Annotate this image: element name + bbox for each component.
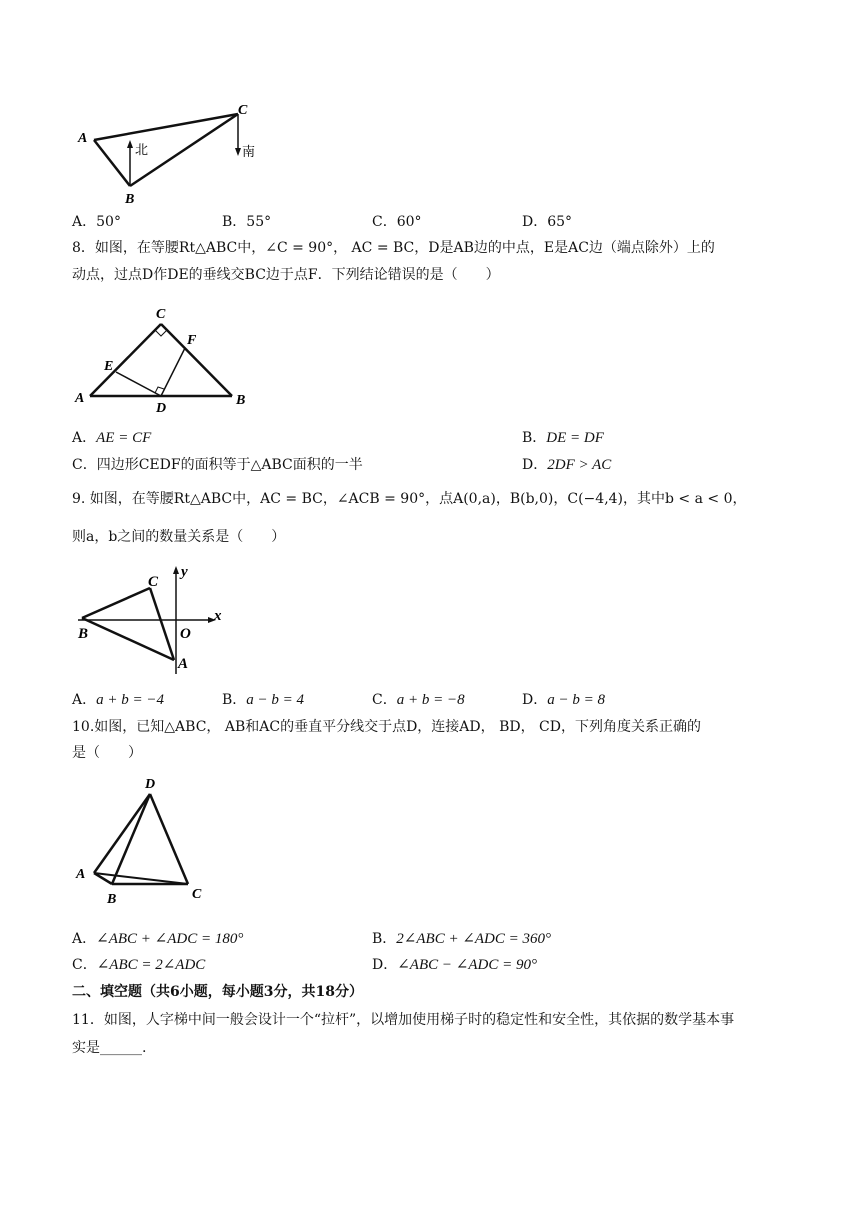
q8-option-a-text: AE = CF xyxy=(96,430,152,446)
q9-option-a-text: a + b = −4 xyxy=(96,692,164,708)
q8-option-b-text: DE = DF xyxy=(546,430,604,446)
q7-label-b: B xyxy=(125,192,135,207)
q9-label-o: O xyxy=(180,626,191,642)
q10-option-b: B．2∠ABC + ∠ADC = 360° xyxy=(372,931,552,947)
q10-figure xyxy=(70,770,220,912)
q10-option-d-text: ∠ABC − ∠ADC = 90° xyxy=(397,957,537,973)
q9-label-y: y xyxy=(181,564,188,580)
q10-label-d: D xyxy=(145,777,156,792)
q9-option-a: A．a + b = −4 xyxy=(72,692,164,708)
q8-stem-line1: 8．如图，在等腰Rt△ABC中，∠C = 90°， AC = BC，D是AB边的中点，E是AC边（端点除外）上的 xyxy=(72,240,715,256)
q8-option-d-text: 2DF > AC xyxy=(547,457,612,473)
q9-stem-line1: 9. 如图，在等腰Rt△ABC中，AC = BC，∠ACB = 90°，点A(0,a)，B(b,0)，C(−4,4)，其中b < a < 0， xyxy=(72,491,747,507)
q8-label-f: F xyxy=(187,333,197,348)
q8-option-c: C．四边形CEDF的面积等于△ABC面积的一半 xyxy=(72,457,363,473)
q9-label-b: B xyxy=(78,626,89,642)
q9-option-d: D．a − b = 8 xyxy=(522,692,605,708)
q8-label-b: B xyxy=(236,393,246,408)
q10-option-c: C．∠ABC = 2∠ADC xyxy=(72,957,206,973)
q7-option-d-text: 65° xyxy=(547,214,573,230)
q7-figure xyxy=(70,100,270,212)
q9-label-a: A xyxy=(178,656,189,672)
q8-label-c: C xyxy=(156,307,166,322)
q9-figure xyxy=(70,560,230,678)
q10-label-a: A xyxy=(76,867,86,882)
q7-option-a-text: 50° xyxy=(96,214,121,230)
q8-option-d: D．2DF > AC xyxy=(522,457,612,473)
q7-label-c: C xyxy=(238,103,248,118)
q10-option-a-text: ∠ABC + ∠ADC = 180° xyxy=(96,931,244,947)
q7-label-a: A xyxy=(78,131,88,146)
q9-stem-line2: 则a，b之间的数量关系是（ ） xyxy=(72,529,286,545)
q9-option-c: C．a + b = −8 xyxy=(372,692,465,708)
q8-label-a: A xyxy=(75,391,85,406)
q11-stem-line1: 11．如图，人字梯中间一般会设计一个“拉杆”，以增加使用梯子时的稳定性和安全性，其依据的数学基本事 xyxy=(72,1012,735,1028)
q8-option-c-text: 四边形CEDF的面积等于△ABC面积的一半 xyxy=(96,457,363,473)
q8-label-e: E xyxy=(104,359,114,374)
q9-label-c: C xyxy=(148,574,159,590)
q7-option-b-text: 55° xyxy=(246,214,272,230)
q7-option-a: A．50° xyxy=(72,214,121,230)
q8-option-a: A．AE = CF xyxy=(72,430,152,446)
q7-option-c-text: 60° xyxy=(396,214,422,230)
q8-option-b: B．DE = DF xyxy=(522,430,604,446)
q9-option-c-text: a + b = −8 xyxy=(396,692,465,708)
q10-option-c-text: ∠ABC = 2∠ADC xyxy=(96,957,206,973)
q7-option-d: D．65° xyxy=(522,214,573,230)
q8-figure xyxy=(70,302,260,414)
q10-option-a: A．∠ABC + ∠ADC = 180° xyxy=(72,931,244,947)
q7-north-label: 北 xyxy=(135,143,149,158)
q7-south-label: 南 xyxy=(242,145,256,160)
q10-option-d: D．∠ABC − ∠ADC = 90° xyxy=(372,957,537,973)
q10-stem-line1: 10.如图，已知△ABC， AB和AC的垂直平分线交于点D，连接AD， BD， CD，下列角度关系正确的 xyxy=(72,719,701,735)
section2-title: 二、填空题（共6小题，每小题3分，共18分） xyxy=(72,984,363,1000)
q8-label-d: D xyxy=(156,401,167,414)
q9-option-b-text: a − b = 4 xyxy=(246,692,305,708)
q10-label-b: B xyxy=(107,892,117,907)
q9-label-x: x xyxy=(214,608,222,624)
q7-option-c: C．60° xyxy=(372,214,422,230)
q7-option-b: B．55° xyxy=(222,214,272,230)
q8-stem-line2: 动点，过点D作DE的垂线交BC边于点F．下列结论错误的是（ ） xyxy=(72,267,500,283)
q10-option-b-text: 2∠ABC + ∠ADC = 360° xyxy=(396,931,552,947)
q9-option-b: B．a − b = 4 xyxy=(222,692,305,708)
q11-stem-line2: 实是______. xyxy=(72,1040,147,1056)
q10-stem-line2: 是（ ） xyxy=(72,745,142,761)
q9-option-d-text: a − b = 8 xyxy=(547,692,605,708)
q10-label-c: C xyxy=(192,887,202,902)
